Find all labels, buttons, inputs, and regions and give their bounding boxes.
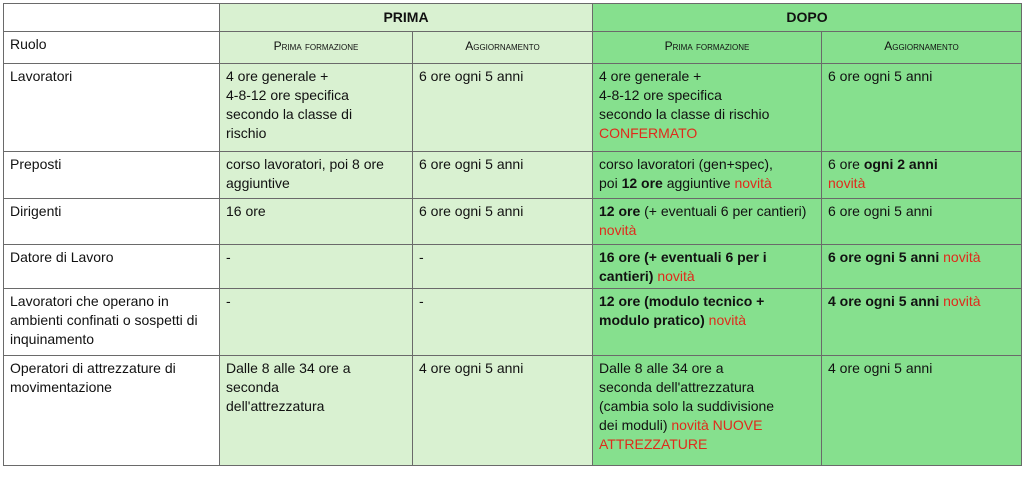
prima-aggiornamento-cell: - [413,289,593,356]
dopo-formazione-text: 4 ore generale + 4-8-12 ore specifica secondo la classe di rischio [599,68,770,122]
table-row [4,356,1022,466]
header-dopo: DOPO [593,4,1022,32]
table-row [4,64,1022,152]
dopo-formazione-text: Dalle 8 alle 34 ore a seconda dell'attrezzatura (cambia solo la suddivisione dei moduli) [599,360,775,433]
table-row [4,152,1022,199]
novita-label: novità [657,268,695,284]
dopo-formazione-bold: 12 ore [599,203,641,219]
dopo-formazione-cell [593,64,822,152]
prima-aggiornamento-cell: 4 ore ogni 5 anni [413,356,593,466]
dopo-formazione-text: (+ eventuali 6 per cantieri) [640,203,807,219]
dopo-aggiornamento-bold: 4 ore ogni 5 anni [828,293,940,309]
dopo-aggiornamento-header [822,32,1022,64]
novita-label: novità [734,175,772,191]
dopo-aggiornamento-cell [822,152,1022,199]
dopo-formazione-cell [593,289,822,356]
subheader-row [4,32,1022,64]
prima-aggiornamento-cell: 6 ore ogni 5 anni [413,152,593,199]
prima-aggiornamento-cell: 6 ore ogni 5 anni [413,64,593,152]
role-cell: Lavoratori che operano in ambienti confinati o sospetti di inquinamento [4,289,220,356]
role-cell: Datore di Lavoro [4,245,220,289]
header-empty-cell [4,4,220,32]
dopo-formazione-cell [593,199,822,245]
prima-formazione-cell: 16 ore [220,199,413,245]
dopo-formazione-text: corso lavoratori (gen+spec), poi [599,156,773,191]
ruolo-header: Ruolo [4,32,220,64]
prima-formazione-header [220,32,413,64]
prima-formazione-cell: Dalle 8 alle 34 ore a seconda dell'attrezzatura [220,356,413,466]
prima-aggiornamento-header [413,32,593,64]
prima-formazione-cell: corso lavoratori, poi 8 ore aggiuntive [220,152,413,199]
training-comparison-table [3,3,1022,466]
prima-aggiornamento-cell: 6 ore ogni 5 anni [413,199,593,245]
dopo-formazione-cell [593,356,822,466]
table-row [4,245,1022,289]
subheader-label: Prima formazione [664,39,750,53]
novita-label: novità [943,293,981,309]
dopo-aggiornamento-cell: 6 ore ogni 5 anni [822,64,1022,152]
dopo-formazione-header [593,32,822,64]
dopo-formazione-cell [593,152,822,199]
role-cell: Operatori di attrezzature di movimentazione [4,356,220,466]
role-cell: Preposti [4,152,220,199]
confermato-label: CONFERMATO [599,125,698,141]
novita-label: novità [708,312,747,328]
dopo-formazione-cell [593,245,822,289]
dopo-formazione-bold: 12 ore (modulo tecnico + modulo pratico) [599,293,765,328]
subheader-label: Aggiornamento [465,39,540,53]
dopo-aggiornamento-cell: 6 ore ogni 5 anni [822,199,1022,245]
novita-label: novità [599,222,637,238]
subheader-label: Prima formazione [273,39,359,53]
prima-formazione-cell: 4 ore generale + 4-8-12 ore specifica secondo la classe di rischio [220,64,413,152]
dopo-formazione-bold: 12 ore [621,175,663,191]
subheader-label: Aggiornamento [884,39,959,53]
novita-nuove-attrezzature-label: novità NUOVE ATTREZZATURE [599,417,763,452]
prima-formazione-cell: - [220,245,413,289]
header-row [4,4,1022,32]
novita-label: novità [943,249,981,265]
table-row [4,199,1022,245]
dopo-aggiornamento-cell [822,289,1022,356]
table-row [4,289,1022,356]
dopo-aggiornamento-cell [822,245,1022,289]
role-cell: Dirigenti [4,199,220,245]
dopo-formazione-bold: 16 ore (+ eventuali 6 per i cantieri) [599,249,767,284]
novita-label: novità [828,175,866,191]
dopo-aggiornamento-bold: ogni 2 anni [863,156,938,172]
dopo-aggiornamento-text: 6 ore [828,156,864,172]
dopo-aggiornamento-cell: 4 ore ogni 5 anni [822,356,1022,466]
header-prima: PRIMA [220,4,593,32]
role-cell: Lavoratori [4,64,220,152]
dopo-aggiornamento-bold: 6 ore ogni 5 anni [828,249,940,265]
dopo-formazione-text-2: aggiuntive [662,175,735,191]
prima-aggiornamento-cell: - [413,245,593,289]
prima-formazione-cell: - [220,289,413,356]
